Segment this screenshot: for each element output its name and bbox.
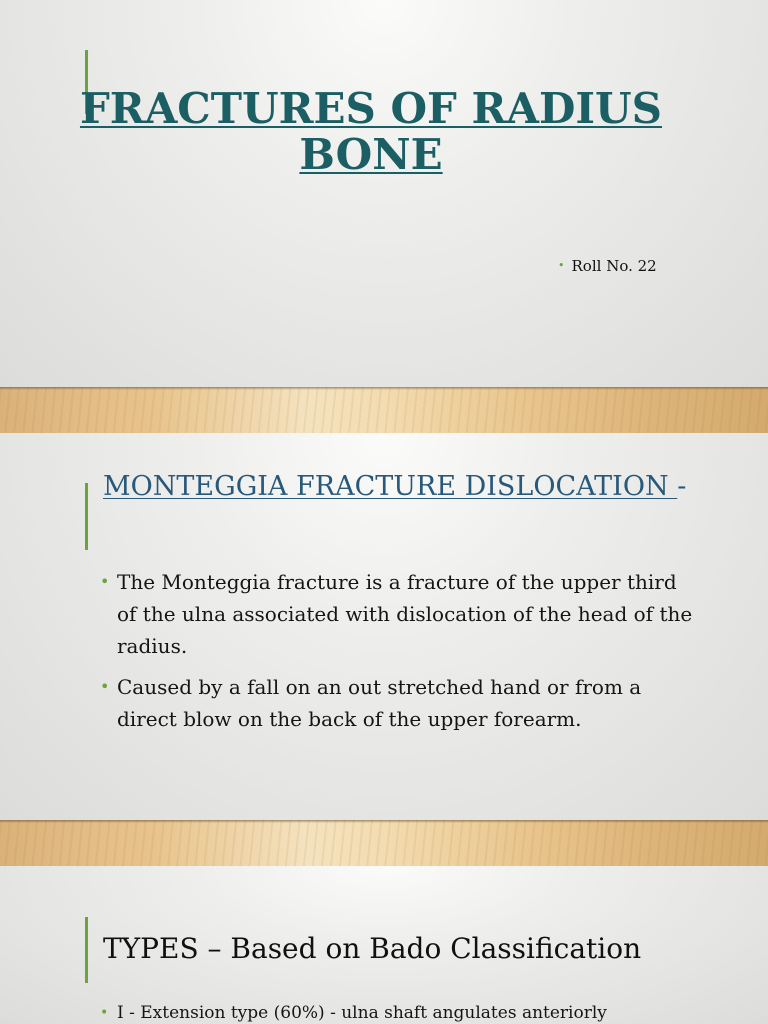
slide-title-text: FRACTURES OF RADIUS BONE xyxy=(79,84,663,179)
bullet-list xyxy=(100,566,700,744)
slide-types xyxy=(0,866,768,1024)
list-item xyxy=(100,671,700,735)
list-item xyxy=(100,1000,740,1024)
slide-heading: TYPES – Based on Bado Classification xyxy=(103,932,642,965)
wood-divider xyxy=(0,820,768,866)
bullet-icon: • xyxy=(100,572,110,591)
slide-monteggia xyxy=(0,433,768,820)
slide-heading xyxy=(103,471,703,503)
roll-number-text: Roll No. 22 xyxy=(571,257,657,275)
list-item-text: Caused by a fall on an out stretched hand or from a direct blow on the back of the upper forearm. xyxy=(117,675,642,731)
wood-divider xyxy=(0,387,768,433)
bullet-icon: • xyxy=(100,677,110,696)
bullet-icon: • xyxy=(100,1005,109,1021)
list-item-text: I - Extension type (60%) - ulna shaft angulates anteriorly xyxy=(117,1003,607,1023)
list-item-text: The Monteggia fracture is a fracture of the upper third of the ulna associated with dislocation of the head of the radius. xyxy=(117,570,693,658)
roll-number-bullet xyxy=(558,257,657,275)
heading-underlined-text: MONTEGGIA FRACTURE DISLOCATION xyxy=(103,471,678,502)
heading-suffix: - xyxy=(677,471,687,502)
bullet-list xyxy=(100,1000,740,1024)
slide-title xyxy=(0,0,768,387)
accent-bar xyxy=(85,483,88,550)
bullet-icon: • xyxy=(558,259,565,272)
accent-bar xyxy=(85,917,88,983)
list-item xyxy=(100,566,700,662)
